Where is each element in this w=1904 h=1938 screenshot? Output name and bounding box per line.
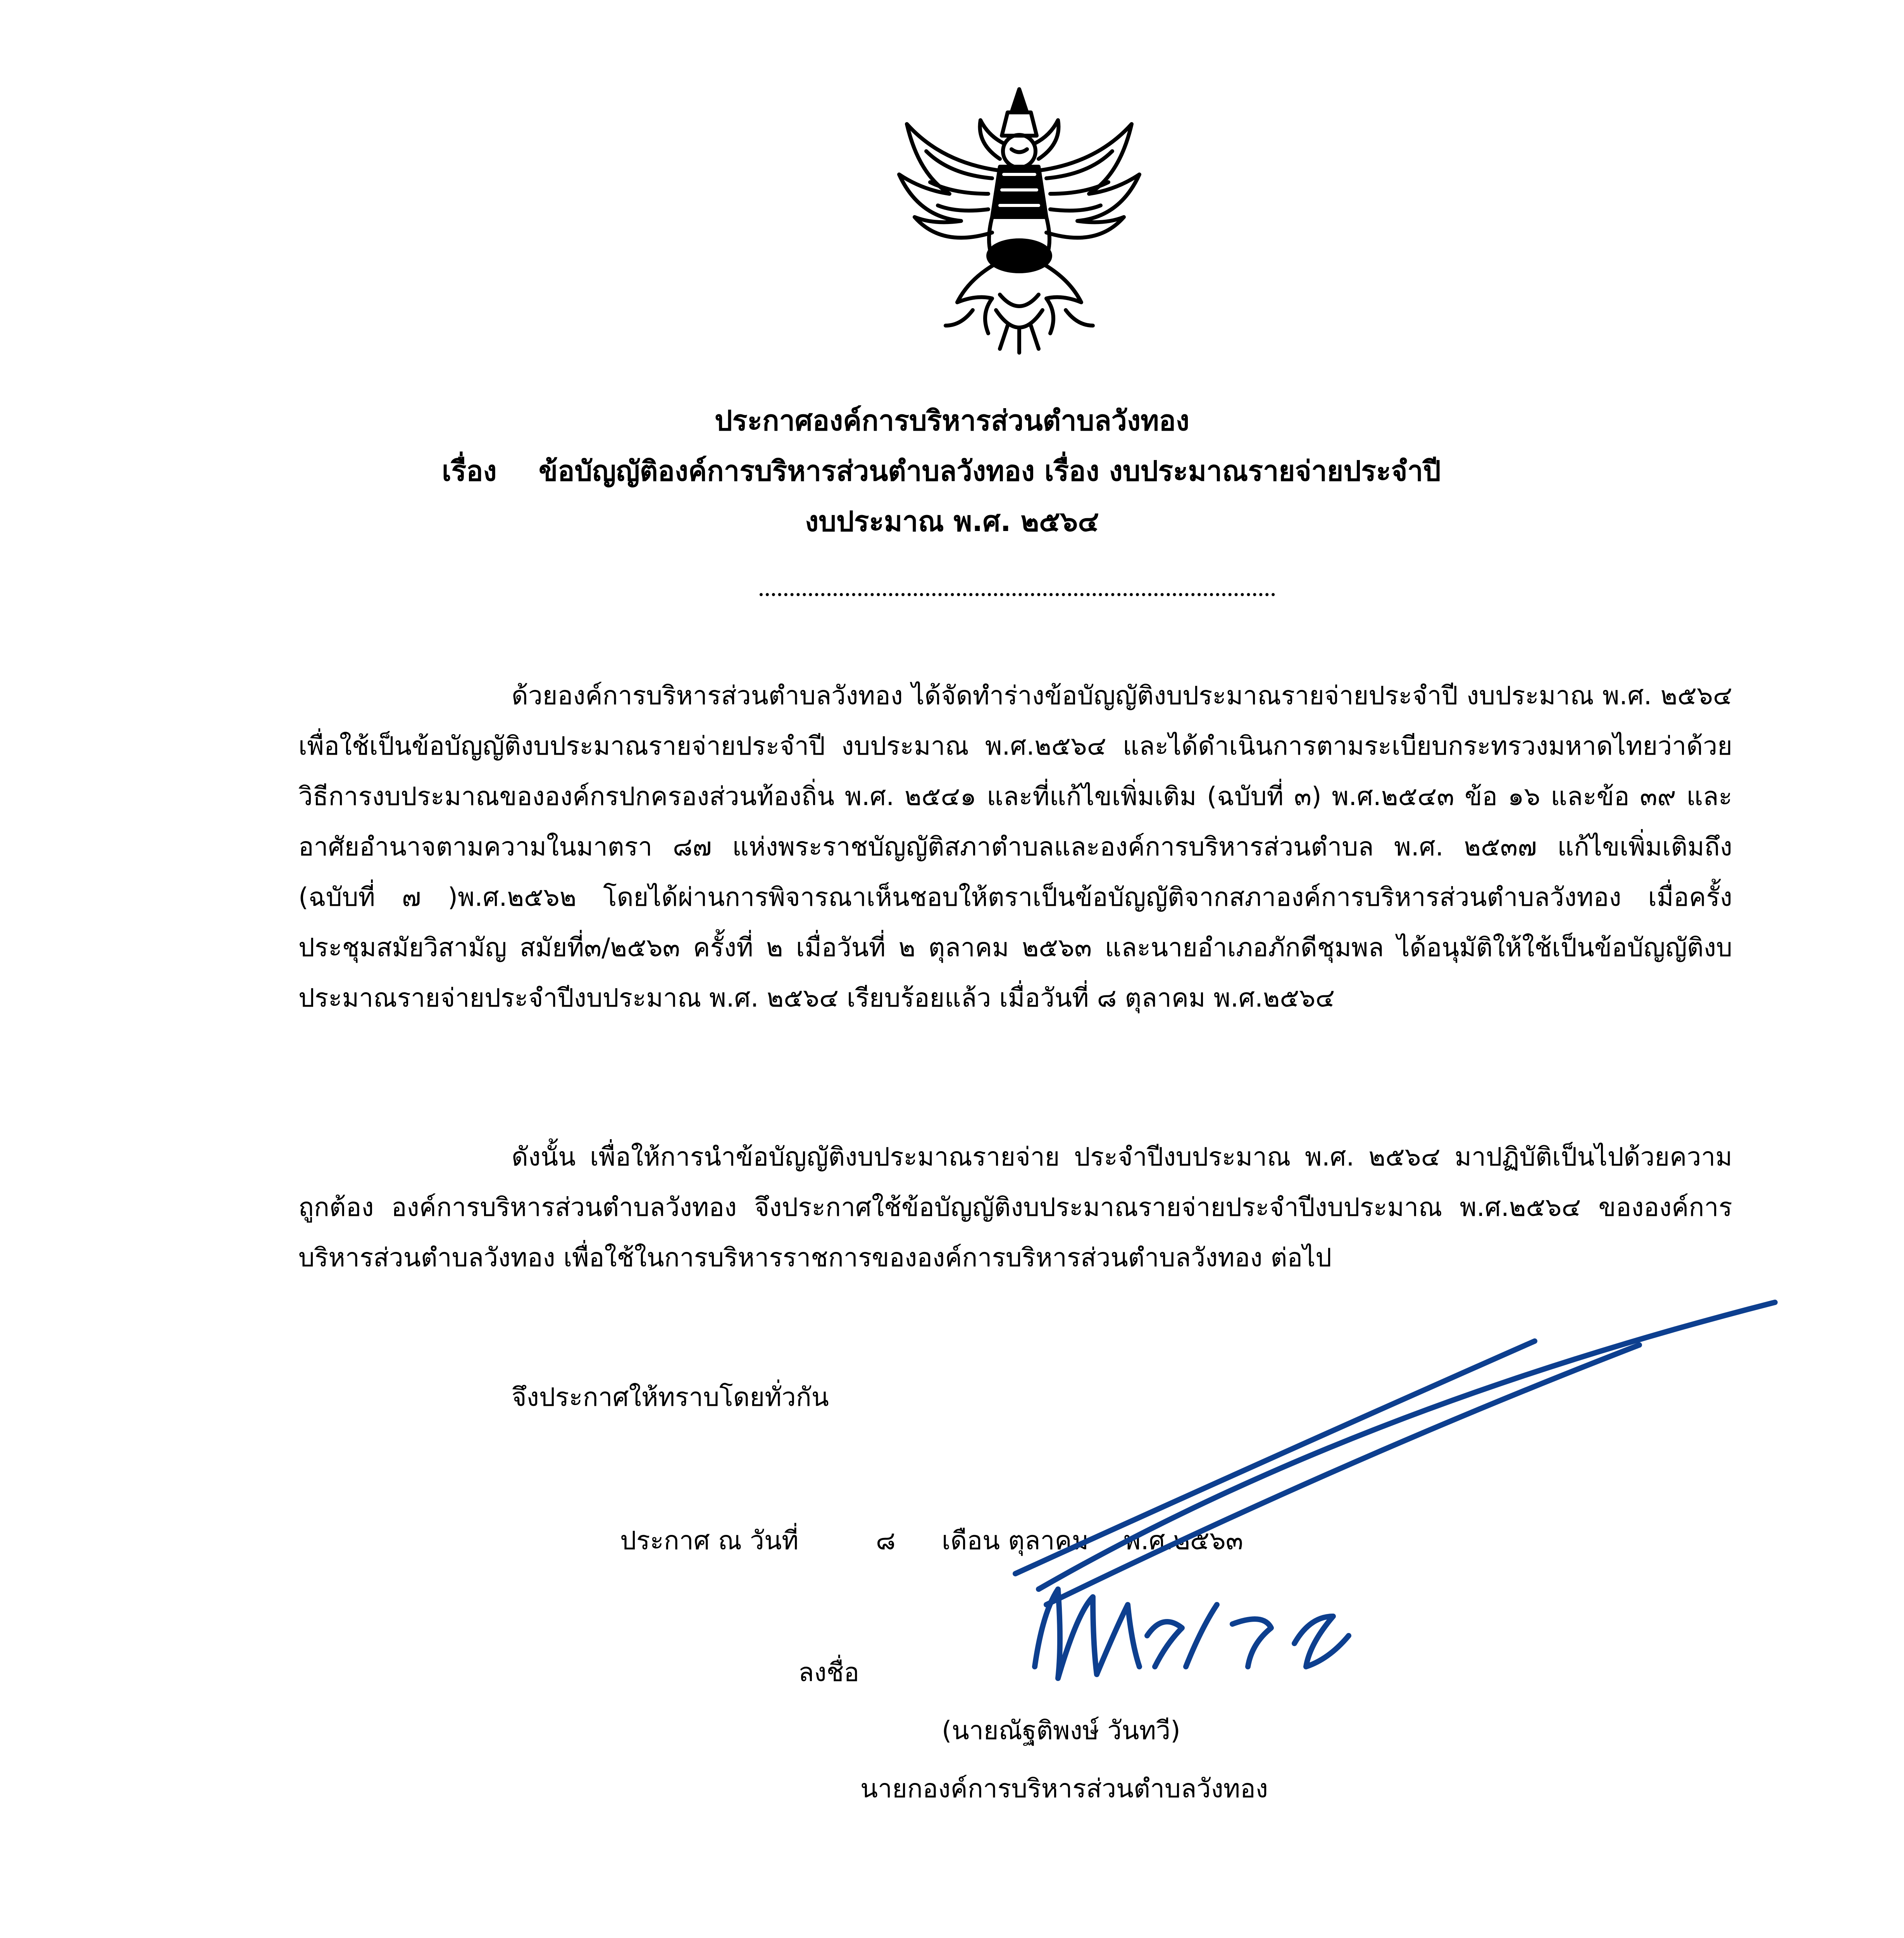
signer-title: นายกองค์การบริหารส่วนตำบลวังทอง <box>860 1774 1268 1804</box>
closing-statement: จึงประกาศให้ทราบโดยทั่วกัน <box>512 1382 829 1412</box>
handwritten-signature <box>1000 1295 1783 1725</box>
garuda-emblem-icon <box>884 78 1155 357</box>
announce-year: พ.ศ.๒๕๖๓ <box>1124 1526 1243 1555</box>
body-paragraph-1: ด้วยองค์การบริหารส่วนตำบลวังทอง ได้จัดทำร่างข้อบัญญัติงบประมาณรายจ่ายประจำปี งบประมาณ พ.ศ. ๒๕๖๔ เพื่อใช้เป็นข้อบัญญัติงบประมาณรายจ่ายประจำปี งบประมาณ พ.ศ.๒๕๖๔ และได้ดำเนินการตามระเบียบกระทรวงมหาดไทยว่าด้วยวิธีการงบประมาณขององค์กรปกครองส่วนท้องถิ่น พ.ศ. ๒๕๔๑ และที่แก้ไขเพิ่มเติม (ฉบับที่ ๓) พ.ศ.๒๕๔๓ ข้อ ๑๖ และข้อ ๓๙ และอาศัยอำนาจตามความในมาตรา ๘๗ แห่งพระราชบัญญัติสภาตำบลและองค์การบริหารส่วนตำบล พ.ศ. ๒๕๓๗ แก้ไขเพิ่มเติมถึง (ฉบับที่ ๗ )พ.ศ.๒๕๖๒ โดยได้ผ่านการพิจารณาเห็นชอบให้ตราเป็นข้อบัญญัติจากสภาองค์การบริหารส่วนตำบลวังทอง เมื่อครั้งประชุมสมัยวิสามัญ สมัยที่๓/๒๕๖๓ ครั้งที่ ๒ เมื่อวันที่ ๒ ตุลาคม ๒๕๖๓ และนายอำเภอภักดีชุมพล ได้อนุมัติให้ใช้เป็นข้อบัญญัติงบประมาณรายจ่ายประจำปีงบประมาณ พ.ศ. ๒๕๖๔ เรียบร้อยแล้ว เมื่อวันที่ ๘ ตุลาคม พ.ศ.๒๕๖๔ <box>298 681 1732 1013</box>
body-paragraph-2: ดังนั้น เพื่อให้การนำข้อบัญญัติงบประมาณรายจ่าย ประจำปีงบประมาณ พ.ศ. ๒๕๖๔ มาปฏิบัติเป็นไปด้วยความถูกต้อง องค์การบริหารส่วนตำบลวังทอง จึงประกาศใช้ข้อบัญญัติงบประมาณรายจ่ายประจำปีงบประมาณ พ.ศ.๒๕๖๔ ขององค์การบริหารส่วนตำบลวังทอง เพื่อใช้ในการบริหารราชการขององค์การบริหารส่วนตำบลวังทอง ต่อไป <box>298 1142 1732 1272</box>
page-title: ประกาศองค์การบริหารส่วนตำบลวังทอง <box>714 404 1190 437</box>
signer-name: (นายณัฐติพงษ์ วันทวี) <box>942 1716 1180 1745</box>
fiscal-year-heading: งบประมาณ พ.ศ. ๒๕๖๔ <box>805 505 1099 538</box>
sign-label: ลงชื่อ <box>798 1657 860 1687</box>
subject-label: เรื่อง <box>442 455 497 487</box>
announce-day: ๘ <box>876 1526 896 1555</box>
announce-date-label: ประกาศ ณ วันที่ <box>620 1526 799 1555</box>
announce-month: เดือน ตุลาคม <box>942 1526 1089 1555</box>
subject-text: ข้อบัญญัติองค์การบริหารส่วนตำบลวังทอง เรื่อง งบประมาณรายจ่ายประจำปี <box>539 455 1441 487</box>
dotted-divider <box>760 593 1275 596</box>
